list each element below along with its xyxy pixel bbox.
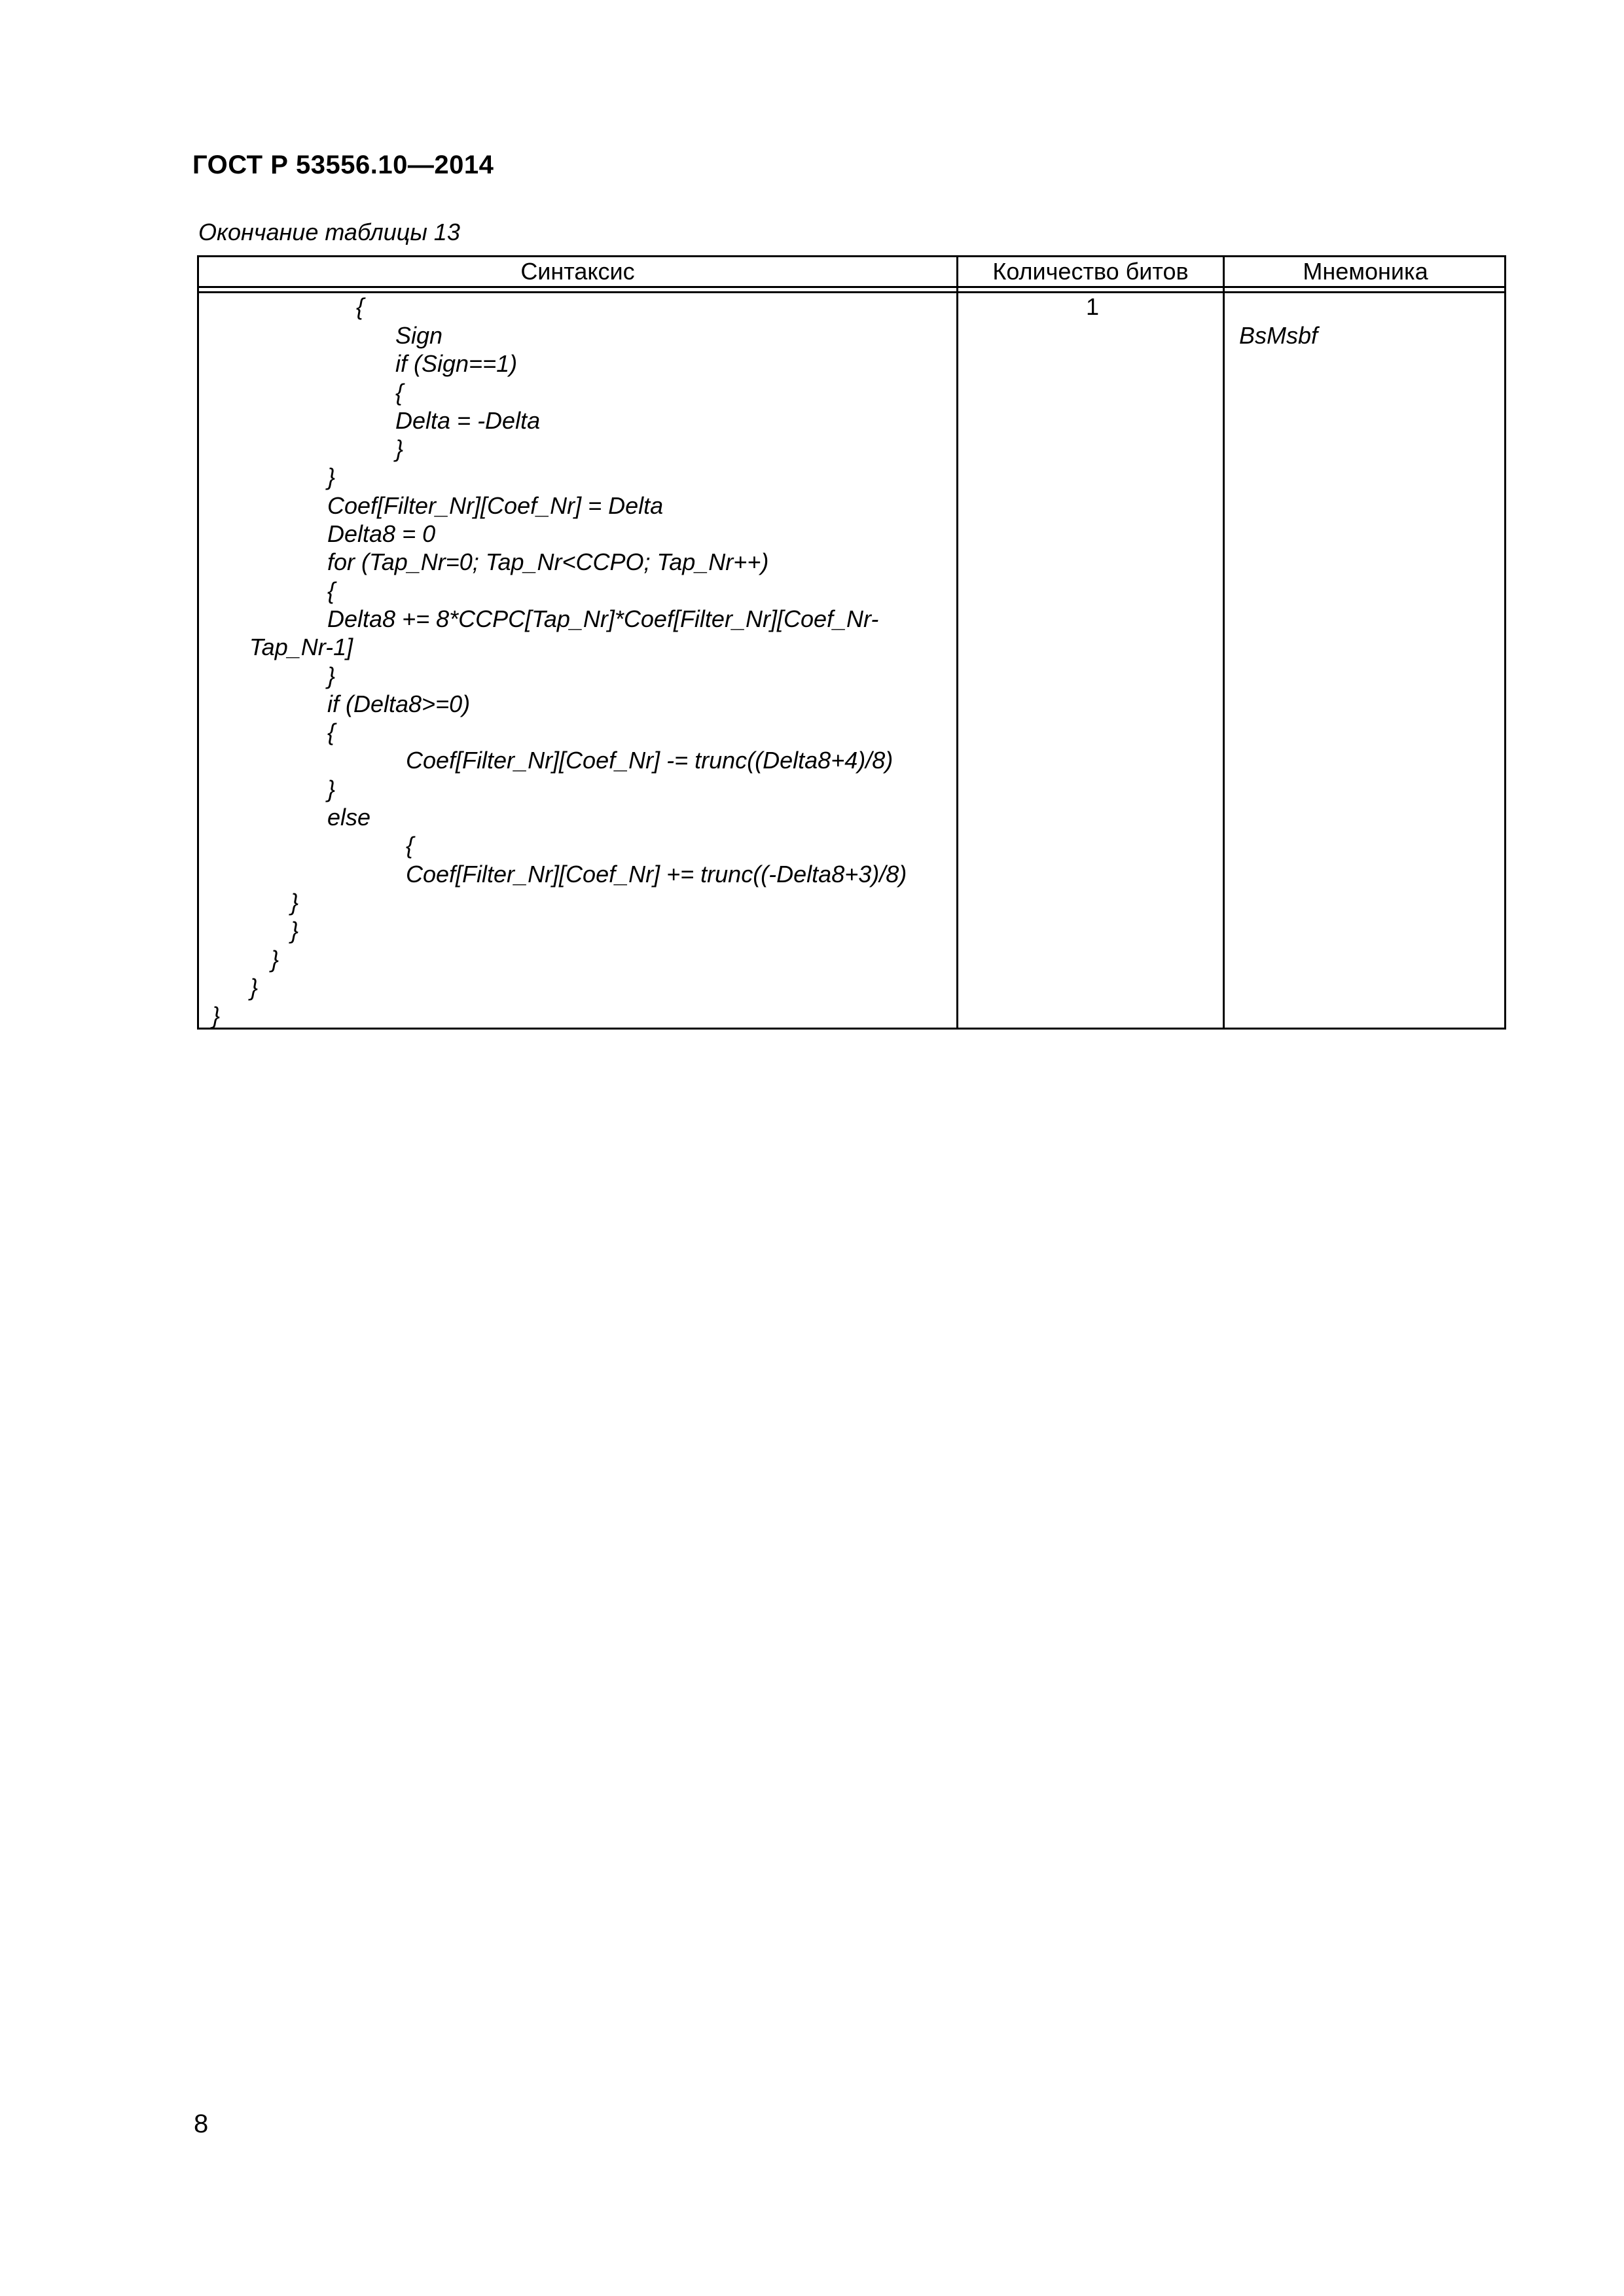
code-line: Coef[Filter_Nr][Coef_Nr] += trunc((-Delta8+3)/8) — [406, 861, 907, 888]
page-number: 8 — [194, 2109, 209, 2138]
code-line: } — [291, 917, 299, 944]
code-line: } — [291, 889, 299, 916]
column-header-syntax: Синтаксис — [520, 258, 635, 285]
column-divider — [1223, 257, 1225, 1028]
syntax-table — [197, 255, 1506, 1030]
code-line: Coef[Filter_Nr][Coef_Nr] -= trunc((Delta8+4)/8) — [406, 747, 893, 774]
code-line: } — [327, 662, 336, 689]
code-line: } — [271, 946, 280, 973]
table-caption: Окончание таблицы 13 — [198, 219, 460, 245]
code-line: { — [327, 719, 336, 745]
column-header-bits: Количество битов — [992, 258, 1189, 285]
code-line: Coef[Filter_Nr][Coef_Nr] = Delta — [327, 492, 664, 519]
code-line: { — [356, 293, 365, 320]
code-line: Delta = -Delta — [395, 407, 541, 434]
code-line: Delta8 = 0 — [327, 520, 436, 547]
code-line: { — [406, 832, 414, 859]
code-line: } — [327, 463, 336, 490]
code-line: } — [327, 776, 336, 802]
code-line: } — [250, 974, 259, 1001]
mnemonic-value: BsMsbf — [1239, 322, 1318, 349]
code-line: for (Tap_Nr=0; Tap_Nr<CCPO; Tap_Nr++) — [327, 548, 769, 575]
document-header: ГОСТ Р 53556.10—2014 — [192, 151, 494, 179]
column-divider — [956, 257, 958, 1028]
code-line: if (Sign==1) — [395, 350, 518, 377]
header-rule — [199, 286, 1504, 288]
code-line: Delta8 += 8*CCPC[Tap_Nr]*Coef[Filter_Nr][Coef_Nr- — [327, 605, 879, 632]
code-line: else — [327, 804, 371, 831]
code-line: } — [395, 435, 404, 462]
code-line: Tap_Nr-1] — [249, 634, 353, 660]
header-rule — [199, 291, 1504, 293]
code-line: { — [327, 577, 336, 604]
column-header-mnemonic: Мнемоника — [1303, 258, 1428, 285]
code-line: { — [395, 379, 404, 406]
bits-value: 1 — [1086, 293, 1100, 320]
code-line: } — [212, 1002, 221, 1029]
code-line: if (Delta8>=0) — [327, 691, 471, 717]
code-line: Sign — [395, 322, 443, 349]
